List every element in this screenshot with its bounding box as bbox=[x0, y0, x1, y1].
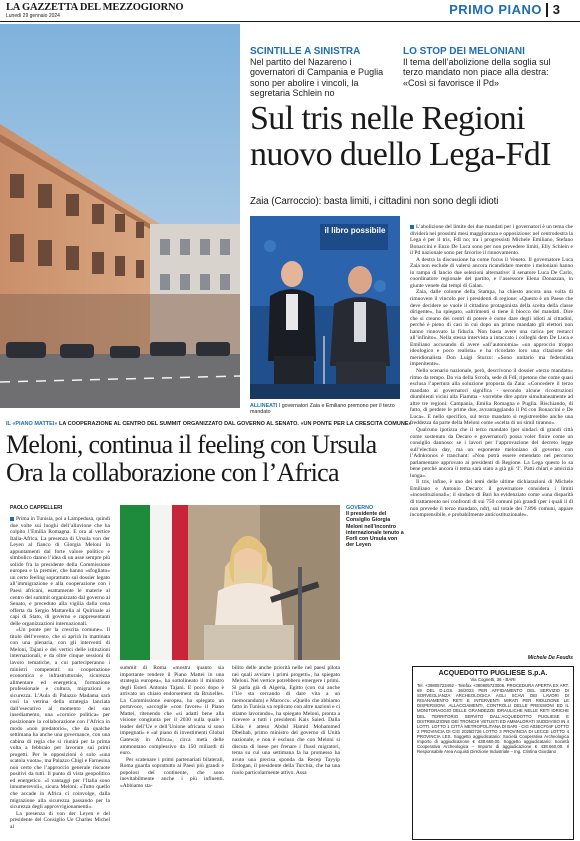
building-illustration bbox=[0, 24, 240, 408]
story2-col1-paragraph bbox=[10, 811, 110, 831]
story1-body bbox=[410, 224, 573, 654]
story1-text: Il tris, infine, è uno dei temi delle ultime dichiarazioni di Michele Emiliano e Antonio Decaro: il governatore considera i limiti «incostituzionali»; il sindaco di Bari ha evidenziato come «una disparità di trattamento nei confronti di sui 750 comuni più grandi (per i quali il dl non prevede il terzo mandato, ndr), sul totale dei 7.896 comuni, appare incomprensibile, e probabilmente anticostituzionale». bbox=[410, 479, 573, 519]
story1-photo bbox=[250, 216, 400, 399]
story2-col3-paragraph bbox=[232, 665, 340, 776]
story1-headline bbox=[250, 101, 578, 173]
story1-paragraph bbox=[410, 479, 573, 518]
story2-photo bbox=[120, 505, 340, 660]
ad-address: Via Cognetti, 36 - BARI bbox=[470, 677, 516, 682]
story2-title-line2: Ora la collaborazione con l’Africa bbox=[6, 458, 339, 487]
story1-author: Michele De Feudis bbox=[527, 655, 573, 661]
story2-col2-paragraph bbox=[120, 665, 224, 757]
story2-headline bbox=[6, 431, 406, 487]
story1-paragraph bbox=[410, 224, 573, 257]
paragraph-bullet-icon bbox=[10, 517, 14, 521]
story1-paragraph bbox=[410, 257, 573, 290]
story1-subtitle: Zaia (Carroccio): basta limiti, i cittadini non sono degli idioti bbox=[250, 196, 499, 207]
story1-text: Nello scenario nazionale, però, descrivono il dossier «terzo mandato» ritmo da tempo. Da via della Scrofa, sede di FdI, ripetono che come quasi esclusa l’apertura alla soluzione proposta da Zaia: «Concedere il terzo mandato ai governatori significa - secondo alcune ricostruzioni diumbienti vicini alla Fiamma - vorrebbe dire aprire simultaneamente ad altre tre regioni: Campania, Emilia Romagna e Puglia. Rischiando, di fatto, di perdere le prime due, avvantaggiando il Pd con Bonaccini e De Luca». E nello specifico, sul terzo mandato si registrerebbe anche una freddezza da parte della Meloni come «scelta di un simil tiranno». bbox=[410, 368, 573, 427]
story1-paragraph bbox=[410, 427, 573, 479]
ad-text: Tel. +39805723492 - Telefax +390805723006. PROCEDURA APERTA EX ART. 69 DEL D.LGS. 36/2023 PER AFFIDAMENTO DEL SERVIZIO DI SORVEGLIANZA ARCHEOLOGICA AGLI SCAVI DEI LAVORI DI RISANAMENTO RETI E INTERVENTI MIRATI PER RIDUZIONE LE DISPERSIONI. ALLACCIAMENTI, CONTROLLI DELLE PRESSIONI ED IL MONITORAGGIO DELLE GRANDEZZE IDRAULICHE NELLE RETI IDRICHE DEL TERRITORIO SERVITO DALL’ACQUEDOTTO PUGLIESE E DISTRIBUZIONE DEI TRONCHI VETUSTI ED AMMALORATI SUDDIVISO IN 4 LOTTI. LOTTO 1 CITTÀ METROPOLITANA DI BARI - CIG A03ECF04F LOTTO 2 PROVINCIA DI CIG 2025D726 LOTTO 3 PROVINCIA DI LECCE LOTTO 4 PROVINCIA LES. Soggetto aggiudicatario: Società Cooperativa Archeologica Importo di aggiudicazione € 438.660,00. Soggetto aggiudicatario: Società Cooperativa Archeologica – Importo di aggiudicazione € 438.660,00. Il Responsabile Area Acquisti Direzione Industriale – Ing. Cristina Giordano bbox=[417, 683, 569, 755]
story2-photo-caption bbox=[346, 505, 404, 548]
page-header bbox=[0, 0, 580, 22]
story1-title-line1: Sul tris nelle Regioni bbox=[250, 100, 525, 137]
kicker-left-heading: SCINTILLE A SINISTRA bbox=[250, 46, 361, 57]
story1-paragraph bbox=[410, 368, 573, 427]
kicker-left bbox=[250, 46, 395, 99]
story1-photo-caption bbox=[250, 403, 410, 415]
story2-column-2 bbox=[120, 665, 224, 837]
photo-banner: il libro possibile bbox=[324, 226, 386, 235]
ad-title: ACQUEDOTTO PUGLIESE S.p.A. bbox=[438, 670, 548, 677]
header-rule bbox=[0, 21, 580, 22]
story1-title-line2: nuovo duello Lega-FdI bbox=[250, 136, 551, 173]
story1-text: Zaia, dalle colonne della Stampa, ha chiesto ancora una volta di rimuovere il vincolo per i presidenti di regione: «Questo è un Paese che deve decidere se vuole il cittadino protagonista della scelta della classe dirigente», ha spiegato, «altrimenti si tiene il blocco dei mandati. Dire che si creano dei centri di potere è come dare degli idioti ai cittadini, perché è pieno di casi in cui dopo un primo mandato gli elettori non hanno rinnovato la fiducia. Non basta avere una carica per restarci all’infinito». Nella stessa intervista a intaccato i colleghi dem De Luca e Emiliano accusando di avere «all’autonomia» «un approccio troppo ideologico e poco realista» e ha ricordato loro una citazione del meridionalista Don Luigi Sturzo: «Sono unitario ma federalista impenitente». bbox=[410, 289, 573, 368]
kicker-right-heading: LO STOP DEI MELONIANI bbox=[403, 46, 525, 57]
kicker-right-text: Il tema dell’abolizione della soglia sul terzo mandato non piace alla destra: «Così si favorisce il Pd» bbox=[403, 57, 551, 88]
story2-column-3 bbox=[232, 665, 340, 837]
story2-kicker-text: LA COOPERAZIONE AL CENTRO DEL SUMMIT ORGANIZZATO DAL GOVERNO AL SENATO. «UN PONTE PER LA CRESCITA COMUNE» bbox=[58, 421, 412, 427]
story2-col1-paragraph bbox=[10, 627, 110, 810]
kicker-left-text: Nel partito del Nazareno i governatori di Campania e Puglia sono per abolire i vincoli, la segretaria Schlein no bbox=[250, 57, 384, 99]
story2-kicker bbox=[6, 421, 412, 427]
story2-col2-paragraph bbox=[120, 757, 224, 790]
story2-col1-text: «Un ponte per la crescita comune». Il titolo dell’evento, che si aprirà in mattinata con una plenaria, con gli interventi di Meloni, Tajani e dei vertici delle istituzioni internazionali, e da oltre cinque sessioni di lavoro tematiche, a cui parteciperanno i ministri competenti: su cooperazione economica e infrastrutturale, sicurezza alimentare ed energetica, formazione professionale e cultura, migrazioni e sicurezza. L’Aula di Palazzo Madama sarà così la vetrina della strategia lanciata dall’esecutivo al momento del suo insediamento, una «cornice politica» per posizionare la collaborazione con l’Africa in modo «non predatorio», che da qualche settimana ha anche una governance, con una cabina di regia che si riunirà per la prima volta a febbraio per lavorare sui primi progetti. Per le opposizioni è solo «una scatola vuota», ma Palazzo Chigi e Farnesina non certo che l’approccio generale riscuote positivi da tutti. Il punto di vista geopolitico ed energetico. «I vantaggi per l’Italia sono innumerevoli», sicura Meloni: «Tutto quello che accade in Africa ci coinvolge, dalla migrazione alla sicurezza passando per la sicurezza degli approvvigionamenti». bbox=[10, 627, 110, 811]
story1-text: Qualcuno ipotizza che il terzo mandato (per sindaci di grandi città come sostenuto da Decaro e governatori) possa voler finire come un consiglio dannoso: se i lavori per l’approvazione del decreto legge sull’election day, ma un esponente meloniano di governo con l’Adnkronos è tranchant: «Non potrà essere emendato nel percorso parlamentare approvato ai presidenti di Regione. La Lega questo lo sa bene perché ancora il tema sarà stato a già gli ‘I’. Patti chiari e amicizia lunga». bbox=[410, 426, 573, 479]
story2-kicker-lead: IL «PIANO MATTEI» bbox=[6, 421, 58, 427]
story2-author: PAOLO CAPPELLERI bbox=[10, 505, 63, 511]
story2-col1-paragraph bbox=[10, 516, 110, 627]
story2-column-1 bbox=[10, 516, 110, 836]
story1-text: A destra la discussione ha come focus il Veneto. Il governatore Luca Zaia non esclude di valersi ancora ricandidare mentre i meloniani hanno in rampa di lancio due selezioni alternative: il senatore Luca De Carlo, coordinatore regionale del partito, e l’assessore Elena Donazzan, in giunte venete dai tempi di Galan. bbox=[410, 256, 573, 289]
story1-caption-lead: ALLINEATI bbox=[250, 403, 278, 409]
story2-col2-text: summit di Roma «mostra quanto sia importante rendere il Piano Mattei in una strategia europea», ha sottolineato il ministro degli Esteri Antonio Tajani. E poco dopo è arrivato un chiaro endorsement da Bruxelles. La Commissione europea, ha spiegato un portavoce, «accoglie «con favore» il Piano Mattei, ritenendo che «si adatti bene alla visione congiunta per il 2030 sulla quale i leader dell’Ue e dell’Unione africana si sono impegnati» e «al piano di investimenti Global Gateway in Africa», circa metà delle ammontano complessivo da 150 miliardi di euro. bbox=[120, 665, 224, 757]
paragraph-bullet-icon bbox=[410, 225, 414, 229]
story1-caption-text: I governatori Zaia e Emiliano premono per il terzo mandato bbox=[250, 403, 395, 416]
story2-col3-text: bilito delle anche priorità nelle nel paesi pilota nei quali avviare i primi progetti», ha spiegato Meloni. Nel vertice potrebbero emergere i primi. Si parla già di Algeria, Egitto (con cui anche l’Ue sta cercando di dare vita a un memorandum) e Marocco. «Quello che abbiamo fatto in Tunisia va replicato con altre nazioni e ci stiamo lavorando», ha spiegato Meloni, pronta a ricevere a tutti i presidenti Kais Saied. Dalla Libia è atteso Abdul Hamid Mohammed Dbeibah, primo ministro del governo di Unità nazionale, e non è escluso che con Meloni si discuta di inese per frenare i flussi migratori, tema su cui una settimana fa ha promesso ha avuto una precisa sponda da Recep Tayyip Erdogan, il presidente della Turchia, che ha una ruolo particolarmente attivo. Assa bbox=[232, 665, 340, 776]
story1-paragraph bbox=[410, 289, 573, 368]
meloni-illustration bbox=[120, 505, 340, 660]
story2-caption-lead: GOVERNO bbox=[346, 505, 374, 511]
page-number: 3 bbox=[552, 2, 560, 17]
building-photo bbox=[0, 24, 240, 408]
governors-illustration bbox=[250, 216, 400, 399]
issue-date: Lunedì 29 gennaio 2024 bbox=[6, 13, 60, 19]
section-name: PRIMO PIANO bbox=[449, 2, 542, 17]
story2-col2-text: Per scatenare i primi partenariati bilaterali, Roma guarda soprattutto ai Paesi più grandi e popolosi del continente, che sono inevitabilmente anche i più influenti. «Abbiamo sta- bbox=[120, 756, 224, 789]
story2-col1-text: Prima in Tunisia, poi a Lampedusa, quindi due volte sui luoghi dell’alluvione che ha colpito l’Emilia Romagna. E ora al vertice Italia-Africa. La presenza di Ursula von der Leyen al fianco di Giorgia Meloni in appuntamenti dal forte valore politico e simbolico danno l’idea di un asse sempre più solido fra la presidente della Commissione europea e la premier, che hanno «sfogliato» un certo feeling soprattutto sul dossier legato all’immigrazione e alla cooperazione con i Paesi africani, esattamente le materie al centro del summit organizzato dal governo al Senato, e preceduto alla vigilia dalla cena offerta da Sergio Mattarella al Quirinale ai capi di Stato, di governo e rappresentanti delle organizzazioni internazionali. bbox=[10, 516, 110, 627]
masthead: LA GAZZETTA DEL MEZZOGIORNO bbox=[6, 2, 184, 13]
story2-title-line1: Meloni, continua il feeling con Ursula bbox=[6, 430, 377, 459]
kicker-right bbox=[403, 46, 573, 88]
story2-col1-text: La presenza di von der Leyen e del presidente del Consiglio Ue Charles Michel al bbox=[10, 810, 110, 830]
story1-text: L’abolizione del limite dei due mandati per i governatori è un tema che dividerà nei prossimi mesi maggioranza e opposizione: nel centrodestra la Lega è per il tris, FdI no; tra i progressisti Michele Emiliano, Stefano Bonaccini e Enzo De Luca sono per non prevedere limiti, Elly Schlein e il Pd nazionale sono per favorire il rinnovamento. bbox=[410, 224, 573, 257]
legal-notice-ad bbox=[412, 666, 574, 840]
header-separator bbox=[546, 3, 548, 17]
story2-caption-text: Il presidente del Consiglio Giorgia Meloni nell’incontro internazionale tenuto a Forlì con Ursula von der Leyen bbox=[346, 511, 404, 549]
